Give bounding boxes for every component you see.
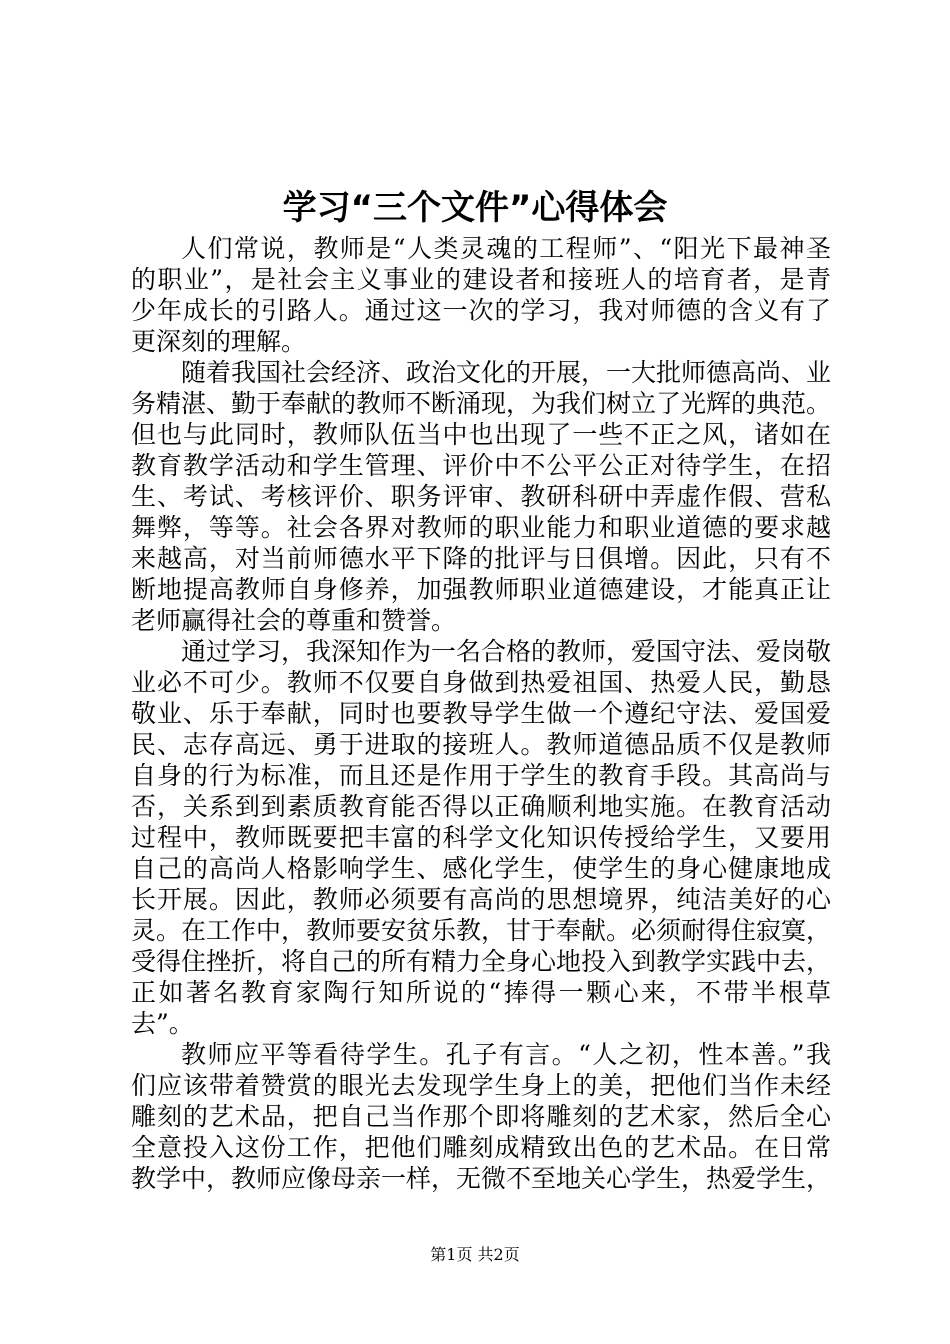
text-line: 灵。在工作中，教师要安贫乐教，甘于奉献。必须耐得住寂寞，: [131, 916, 832, 945]
text-line: 自己的高尚人格影响学生、感化学生，使学生的身心健康地成: [131, 854, 831, 883]
text-line: 教师应平等看待学生。孔子有言。“人之初，性本善。”我: [181, 1040, 831, 1069]
text-line: 但也与此同时，教师队伍当中也出现了一些不正之风，诸如在: [131, 420, 831, 449]
text-line: 否，关系到到素质教育能否得以正确顺利地实施。在教育活动: [131, 792, 831, 821]
text-line: 过程中，教师既要把丰富的科学文化知识传授给学生，又要用: [131, 823, 831, 852]
text-line: 们应该带着赞赏的眼光去发现学生身上的美，把他们当作未经: [131, 1071, 831, 1100]
text-line: 敬业、乐于奉献，同时也要教导学生做一个遵纪守法、爱国爱: [131, 699, 831, 728]
page-footer: 第1页 共2页: [430, 1245, 520, 1264]
text-line: 去”。: [131, 1009, 194, 1038]
text-line: 人们常说，教师是“人类灵魂的工程师”、“阳光下最神圣: [181, 234, 831, 263]
text-line: 断地提高教师自身修养，加强教师职业道德建设，才能真正让: [131, 575, 831, 604]
text-line: 来越高，对当前师德水平下降的批评与日俱增。因此，只有不: [131, 544, 831, 573]
text-line: 受得住挫折，将自己的所有精力全身心地投入到教学实践中去，: [131, 947, 832, 976]
text-line: 老师赢得社会的尊重和赞誉。: [131, 606, 457, 635]
text-line: 务精湛、勤于奉献的教师不断涌现，为我们树立了光辉的典范。: [131, 389, 832, 418]
text-line: 长开展。因此，教师必须要有高尚的思想境界，纯洁美好的心: [131, 885, 831, 914]
text-line: 少年成长的引路人。通过这一次的学习，我对师德的含义有了: [131, 296, 831, 325]
text-line: 随着我国社会经济、政治文化的开展，一大批师德高尚、业: [181, 358, 832, 387]
text-line: 雕刻的艺术品，把自己当作那个即将雕刻的艺术家，然后全心: [131, 1102, 831, 1131]
text-line: 生、考试、考核评价、职务评审、教研科研中弄虚作假、营私: [131, 482, 831, 511]
text-line: 更深刻的理解。: [131, 327, 307, 356]
text-line: 教学中，教师应像母亲一样，无微不至地关心学生，热爱学生，: [131, 1164, 832, 1193]
document-title: 学习“三个文件”心得体会: [282, 188, 668, 228]
text-line: 的职业”，是社会主义事业的建设者和接班人的培育者，是青: [131, 265, 831, 294]
text-line: 正如著名教育家陶行知所说的“捧得一颗心来，不带半根草: [131, 978, 831, 1007]
text-line: 教育教学活动和学生管理、评价中不公平公正对待学生，在招: [131, 451, 831, 480]
text-line: 业必不可少。教师不仅要自身做到热爱祖国、热爱人民，勤恳: [131, 668, 831, 697]
document-body: [131, 233, 831, 1194]
text-line: 自身的行为标准，而且还是作用于学生的教育手段。其高尚与: [131, 761, 831, 790]
text-line: 通过学习，我深知作为一名合格的教师，爱国守法、爱岗敬: [181, 637, 832, 666]
text-line: 舞弊，等等。社会各界对教师的职业能力和职业道德的要求越: [131, 513, 831, 542]
text-line: 民、志存高远、勇于进取的接班人。教师道德品质不仅是教师: [131, 730, 831, 759]
text-line: 全意投入这份工作，把他们雕刻成精致出色的艺术品。在日常: [131, 1133, 831, 1162]
